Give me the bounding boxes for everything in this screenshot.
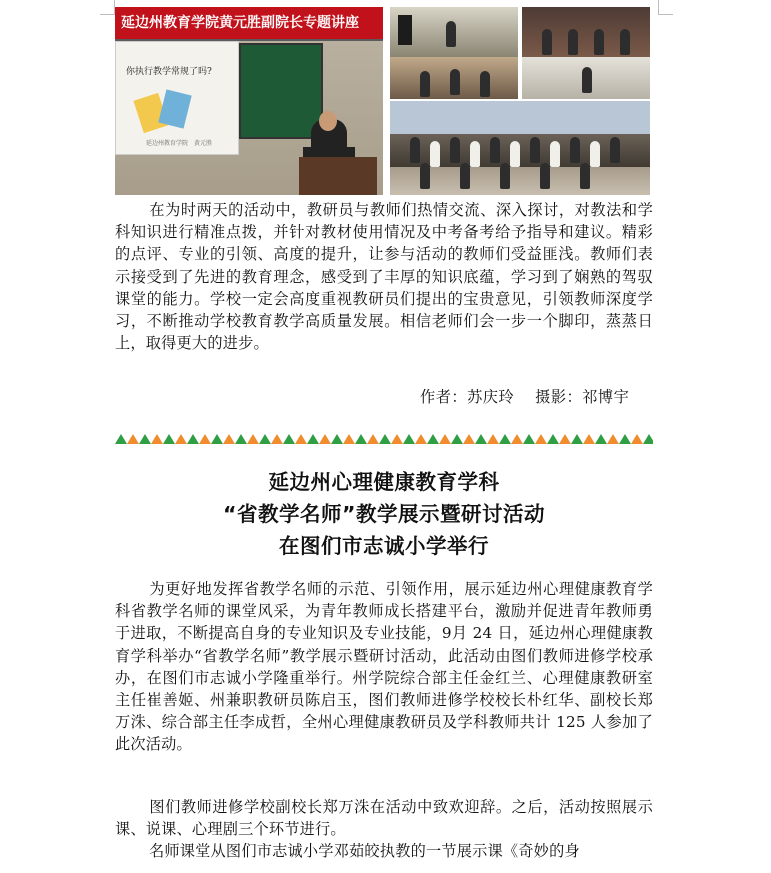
- divider-triangle: [547, 434, 559, 444]
- divider-triangle: [643, 434, 653, 444]
- group-member: [500, 163, 510, 189]
- intro-paragraph: 为更好地发挥省教学名师的示范、引领作用，展示延边州心理健康教育学科省教学名师的课堂风采，为青年教师成长搭建平台，激励并促进青年教师勇于进取，不断提高自身的专业知识及专业技能，9月 24 日，延边州心理健康教育学科举办“省教学名师”教学展示暨研讨活动，此活动由图们教师进修学校承办，在图们市志诚小学隆重举行。州学院综合部主任金红兰、心理健康教研室主任崔善姬、州兼职教研员陈启玉，图们教师进修学校校长朴红华、副校长郑万洙、综合部主任李成哲，全州心理健康教研员及学科教师共计 125 人参加了此次活动。: [115, 580, 653, 754]
- page-corner-mark: [658, 0, 673, 15]
- book-illustration: [158, 89, 191, 128]
- divider-triangle: [355, 434, 367, 444]
- group-member: [410, 137, 420, 163]
- blackboard: [239, 43, 323, 139]
- collage-photo-discussion: [390, 57, 518, 99]
- lecture-banner: 延边州教育学院黄元胜副院长专题讲座: [115, 7, 383, 39]
- video-camera: [398, 15, 412, 45]
- divider-triangle: [535, 434, 547, 444]
- divider-triangle: [127, 434, 139, 444]
- collage-photo-audience: [522, 7, 650, 57]
- group-member: [460, 163, 470, 189]
- divider-triangle: [151, 434, 163, 444]
- divider-triangle: [259, 434, 271, 444]
- title-line: 延边州心理健康教育学科: [268, 470, 500, 494]
- divider-triangle: [307, 434, 319, 444]
- group-member: [470, 141, 480, 167]
- decorative-divider: [115, 432, 653, 444]
- presenter-figure: [446, 21, 456, 47]
- audience-figure: [594, 29, 604, 55]
- divider-triangle: [463, 434, 475, 444]
- divider-triangle: [283, 434, 295, 444]
- divider-triangle: [331, 434, 343, 444]
- screen-footer: 延边州教育学院 黄元胜: [146, 140, 213, 147]
- divider-triangle: [139, 434, 151, 444]
- group-member: [510, 141, 520, 167]
- divider-triangle: [607, 434, 619, 444]
- lecture-photo: [115, 7, 383, 195]
- divider-triangle: [583, 434, 595, 444]
- divider-triangle: [199, 434, 211, 444]
- group-member: [450, 137, 460, 163]
- divider-triangle: [295, 434, 307, 444]
- group-member: [420, 163, 430, 189]
- divider-triangle: [379, 434, 391, 444]
- title-line: 在图们市志诚小学举行: [279, 534, 489, 558]
- collage-photo-speaker: [522, 57, 650, 99]
- group-member: [570, 137, 580, 163]
- divider-triangle: [427, 434, 439, 444]
- divider-triangle: [367, 434, 379, 444]
- divider-triangle: [175, 434, 187, 444]
- divider-triangle: [595, 434, 607, 444]
- audience-figure: [568, 29, 578, 55]
- group-member: [540, 163, 550, 189]
- title-line: “省教学名师”教学展示暨研讨活动: [223, 502, 545, 526]
- group-member: [530, 137, 540, 163]
- divider-triangle: [391, 434, 403, 444]
- group-member: [490, 137, 500, 163]
- divider-triangle: [211, 434, 223, 444]
- divider-triangle: [571, 434, 583, 444]
- article-title: [115, 466, 653, 562]
- screen-title: 你执行教学常规了吗?: [126, 67, 212, 77]
- divider-triangle: [499, 434, 511, 444]
- welcome-paragraph: 图们教师进修学校副校长郑万洙在活动中致欢迎辞。之后，活动按照展示课、说课、心理剧三个环节进行。: [115, 798, 653, 839]
- divider-triangle: [235, 434, 247, 444]
- divider-triangle: [439, 434, 451, 444]
- divider-triangle: [415, 434, 427, 444]
- audience-figure: [620, 29, 630, 55]
- podium: [299, 157, 377, 195]
- divider-triangle: [319, 434, 331, 444]
- lesson-paragraph: 名师课堂从图们市志诚小学邓茹皎执教的一节展示课《奇妙的身: [149, 842, 580, 860]
- divider-triangle: [115, 434, 127, 444]
- projection-screen: [115, 41, 239, 155]
- collage-photo-group: [390, 101, 650, 195]
- divider-triangle: [559, 434, 571, 444]
- divider-triangle: [487, 434, 499, 444]
- group-member: [610, 137, 620, 163]
- participant-figure: [420, 71, 430, 97]
- audience-figure: [542, 29, 552, 55]
- page-corner-mark: [100, 0, 115, 15]
- divider-triangle: [163, 434, 175, 444]
- divider-triangle: [343, 434, 355, 444]
- divider-triangle: [475, 434, 487, 444]
- group-member: [590, 141, 600, 167]
- collage-photo-presenter: [390, 7, 518, 57]
- speaker-head: [319, 111, 337, 131]
- divider-triangle: [619, 434, 631, 444]
- divider-triangle: [187, 434, 199, 444]
- divider-triangle: [271, 434, 283, 444]
- divider-triangle: [451, 434, 463, 444]
- closing-paragraph: 在为时两天的活动中，教研员与教师们热情交流、深入探讨，对教法和学科知识进行精准点拨，并针对教材使用情况及中考备考给予指导和建议。精彩的点评、专业的引领、高度的提升，让参与活动的教师们受益匪浅。教师们表示接受到了先进的教育理念，感受到了丰厚的知识底蕴，学习到了娴熟的驾驭课堂的能力。学校一定会高度重视教研员们提出的宝贵意见，引领教师深度学习，不断推动学校教育教学高质量发展。相信老师们会一步一个脚印，蒸蒸日上，取得更大的进步。: [115, 201, 653, 353]
- participant-figure: [480, 71, 490, 97]
- divider-triangle: [223, 434, 235, 444]
- group-member: [430, 141, 440, 167]
- group-member: [580, 163, 590, 189]
- divider-triangle: [631, 434, 643, 444]
- participant-figure: [450, 69, 460, 95]
- divider-triangle: [523, 434, 535, 444]
- group-member: [550, 141, 560, 167]
- divider-triangle: [247, 434, 259, 444]
- divider-triangle: [511, 434, 523, 444]
- divider-triangle: [403, 434, 415, 444]
- speaker-figure: [582, 67, 592, 93]
- author-photographer-byline: 作者：苏庆玲 摄影：祁博宇: [420, 388, 630, 406]
